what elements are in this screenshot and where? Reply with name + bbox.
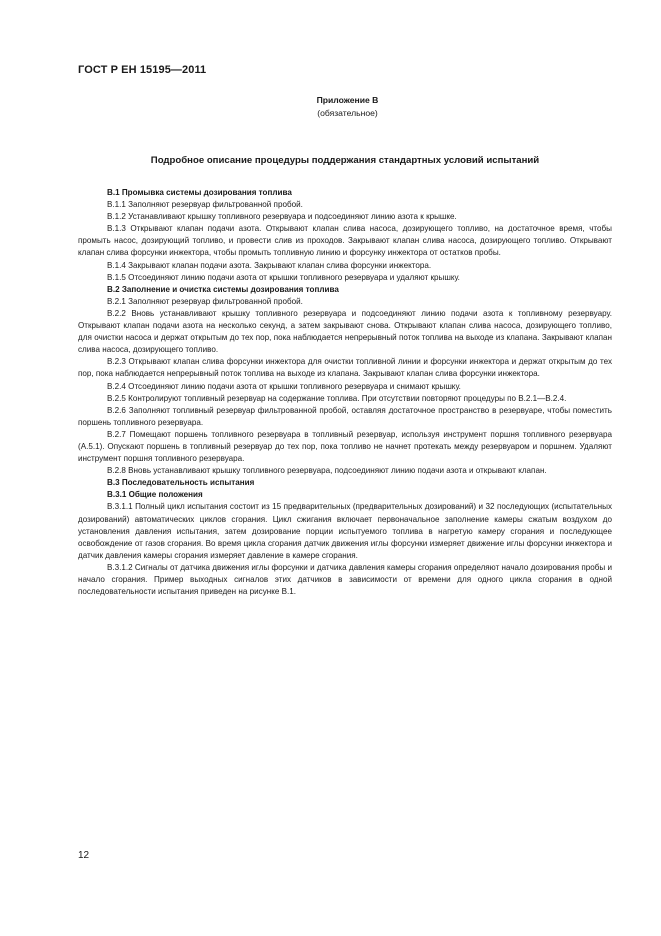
- paragraph-b2-2: В.2.2 Вновь устанавливают крышку топливного резервуара и подсоединяют линию подачи азота к топливному резервуару. Открывают клапан подачи азота на несколько секунд, а затем закрывают снова. Открывают клапан слива насоса, дозирующего топливо, для очистки насоса и держат открытым до тех пор, пока наблюдается непрерывный поток топлива на выходе из клапана. Закрывают клапан слива насоса, дозирующего топливо.: [78, 308, 612, 355]
- annex-status: (обязательное): [317, 108, 378, 118]
- paragraph-b2-6: В.2.6 Заполняют топливный резервуар фильтрованной пробой, оставляя достаточное пространство в резервуаре, чтобы поместить поршень топливного резервуара.: [78, 405, 612, 427]
- heading-b2: В.2 Заполнение и очистка системы дозирования топлива: [107, 284, 339, 294]
- body-text: [78, 187, 612, 598]
- paragraph-b3-1-1: В.3.1.1 Полный цикл испытания состоит из 15 предварительных (предварительных дозирований) и 32 последующих (испытательных дозирований) автоматических циклов сгорания. Цикл сжигания включает первоначальное заполнение камеры сжатым воздухом до установления давления испытания, затем дозирование порции испытуемого топлива в нагретую камеру сгорания и последующее освобождение от газов сгорания. Во время цикла сгорания датчик движения иглы форсунки измеряет движение иглы форсунки инжектора и датчик давления камеры сгорания измеряет давление в камере сгорания.: [78, 502, 612, 560]
- paragraph-b2-5: В.2.5 Контролируют топливный резервуар на содержание топлива. При отсутствии повторяют процедуры по В.2.1—В.2.4.: [107, 393, 567, 403]
- page-number: 12: [78, 850, 90, 861]
- paragraph-b2-3: В.2.3 Открывают клапан слива форсунки инжектора для очистки топливной линии и форсунки инжектора и держат открытым до тех пор, пока наблюдается непрерывный поток топлива на выходе из клапана. Закрывают клапан слива форсунки инжектора.: [78, 357, 612, 379]
- paragraph-b1-1: В.1.1 Заполняют резервуар фильтрованной пробой.: [107, 200, 303, 210]
- heading-b1: В.1 Промывка системы дозирования топлива: [107, 188, 292, 197]
- document-header: ГОСТ Р ЕН 15195—2011: [78, 64, 207, 76]
- paragraph-b1-4: В.1.4 Закрывают клапан подачи азота. Закрывают клапан слива форсунки инжектора.: [107, 260, 432, 270]
- paragraph-b3-1-2: В.3.1.2 Сигналы от датчика движения иглы форсунки и датчика давления камеры сгорания определяют начало дозирования пробы и начало сгорания. Пример выходных сигналов этих датчиков в зависимости от времени для одного цикла сгорания в одной последовательности испытания приведен на рисунке В.1.: [78, 562, 612, 597]
- paragraph-b1-5: В.1.5 Отсоединяют линию подачи азота от крышки топливного резервуара и удаляют крышку.: [107, 272, 460, 282]
- paragraph-b2-4: В.2.4 Отсоединяют линию подачи азота от крышки топливного резервуара и снимают крышку.: [107, 381, 461, 391]
- section-title: Подробное описание процедуры поддержания стандартных условий испытаний: [150, 155, 540, 166]
- paragraph-b2-8: В.2.8 Вновь устанавливают крышку топливного резервуара, подсоединяют линию подачи азота и открывают клапан.: [107, 466, 547, 476]
- heading-b3: В.3 Последовательность испытания: [107, 478, 255, 488]
- annex-title: Приложение В: [316, 95, 379, 105]
- paragraph-b1-2: В.1.2 Устанавливают крышку топливного резервуара и подсоединяют линию азота к крышке.: [107, 212, 457, 222]
- paragraph-b1-3: В.1.3 Открывают клапан подачи азота. Открывают клапан слива насоса, дозирующего топливо, на достаточное время, чтобы промыть насос, дозирующий топливо, и провести слив из проходов. Закрывают клапан слива насоса, дозирующего топливо. Открывают клапан слива форсунки инжектора, чтобы промыть топливную линию и форсунку инжектора от остатков пробы.: [78, 224, 612, 258]
- paragraph-b2-1: В.2.1 Заполняют резервуар фильтрованной пробой.: [107, 296, 303, 306]
- paragraph-b2-7: В.2.7 Помещают поршень топливного резервуара в топливный резервуар, используя инструмент поршня топливного резервуара (А.5.1). Опускают поршень в топливный резервуар до тех пор, пока топливо не начнет протекать между резервуаром и поршнем. Удаляют инструмент поршня топливного резервуара.: [78, 429, 612, 464]
- heading-b3-1: В.3.1 Общие положения: [107, 490, 203, 500]
